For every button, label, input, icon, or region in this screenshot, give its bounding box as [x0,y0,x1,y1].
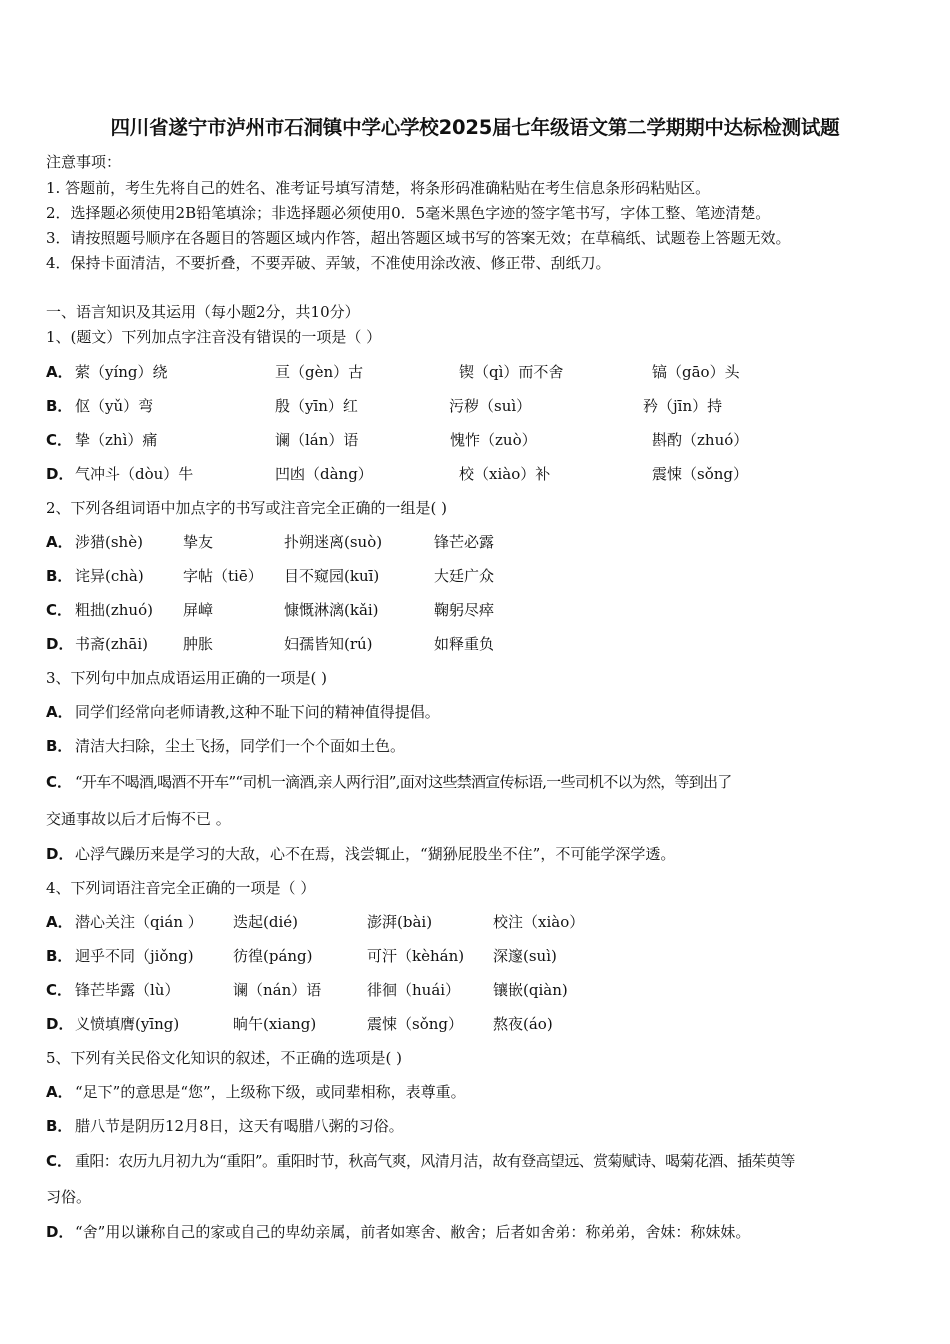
option-label: A． [46,913,73,931]
option-label: D． [46,1015,74,1033]
option-item: 矜（jīn）持 [643,397,723,415]
option-item: 凹凼（dàng） [275,465,373,483]
option-item: 目不窥园(kuī) [284,567,380,585]
q3-option-d [46,843,926,865]
option-item: 字帖（tiē） [183,567,263,585]
q4-option-a [46,911,926,933]
option-text-continued: 习俗。 [46,1188,92,1206]
option-item: 潜心关注（qián ） [75,913,203,931]
option-item: 肿胀 [183,635,214,653]
option-item: 义愤填膺(yīng) [75,1015,180,1033]
question-5-stem: 5、下列有关民俗文化知识的叙述，不正确的选项是( ) [46,1049,403,1067]
option-item: 镶嵌(qiàn) [493,981,568,999]
option-label: A． [46,1083,73,1101]
q1-option-a [46,361,926,383]
option-item: 伛（yǔ）弯 [75,397,154,415]
q3-option-c [46,771,926,793]
option-item: 挚（zhì）痛 [75,431,158,449]
question-3-stem: 3、下列句中加点成语运用正确的一项是( ) [46,669,328,687]
option-label: B． [46,737,73,755]
option-item: 鞠躬尽瘁 [434,601,495,619]
section-heading: 一、语言知识及其运用（每小题2分，共10分） [46,303,360,321]
option-item: 大廷广众 [434,567,495,585]
question-4-stem: 4、下列词语注音完全正确的一项是（ ） [46,879,316,897]
option-label: C． [46,601,73,619]
option-label: C． [46,431,73,449]
q4-option-c [46,979,926,1001]
option-label: A． [46,703,73,721]
option-item: 挚友 [183,533,214,551]
notice-item: 4．保持卡面清洁，不要折叠，不要弄破、弄皱，不准使用涂改液、修正带、刮纸刀。 [46,254,611,272]
option-item: 妇孺皆知(rú) [284,635,373,653]
option-text: “开车不喝酒,喝酒不开车”“司机一滴酒,亲人两行泪”,面对这些禁酒宣传标语,一些司机不以为然，等到出了 [75,773,732,791]
q2-option-d [46,633,926,655]
q2-option-a [46,531,926,553]
option-label: D． [46,465,74,483]
option-item: 粗拙(zhuó) [75,601,153,619]
option-label: C． [46,1152,73,1170]
option-item: 萦（yíng）绕 [75,363,168,381]
q2-option-b [46,565,926,587]
option-text: 心浮气躁历来是学习的大敌，心不在焉，浅尝辄止，“猢狲屁股坐不住”，不可能学深学透。 [75,845,676,863]
q2-option-c [46,599,926,621]
q1-option-b [46,395,926,417]
option-item: 震悚（sǒng） [652,465,748,483]
notice-item: 1. 答题前，考生先将自己的姓名、准考证号填写清楚，将条形码准确粘贴在考生信息条形码粘贴区。 [46,179,711,197]
option-label: C． [46,773,73,791]
option-item: 锲（qì）而不舍 [459,363,564,381]
option-item: 彷徨(páng) [233,947,313,965]
option-item: 校注（xiào） [493,913,585,931]
q3-option-b [46,735,926,757]
question-1-stem: 1、(题文）下列加点字注音没有错误的一项是（ ） [46,328,382,346]
option-label: B． [46,397,73,415]
option-item: 谰（nán）语 [233,981,322,999]
option-item: 锋芒必露 [434,533,495,551]
option-item: 徘徊（huái） [367,981,461,999]
option-item: 深邃(suì) [493,947,557,965]
option-item: 熬夜(áo) [493,1015,553,1033]
q1-option-d [46,463,926,485]
option-text-continued: 交通事故以后才后悔不已 。 [46,810,231,828]
notice-heading: 注意事项： [46,153,122,171]
option-item: 迭起(dié) [233,913,298,931]
option-item: 镐（gāo）头 [652,363,740,381]
option-text: “舍”用以谦称自己的家或自己的卑幼亲属，前者如寒舍、敝舍；后者如舍弟：称弟弟，舍妹：称妹妹。 [75,1223,751,1241]
q5-option-a [46,1081,926,1103]
q4-option-d [46,1013,926,1035]
option-text: “足下”的意思是“您”，上级称下级，或同辈相称，表尊重。 [75,1083,466,1101]
page-title: 四川省遂宁市泸州市石洞镇中学心学校2025届七年级语文第二学期期中达标检测试题 [110,116,840,139]
q5-option-b [46,1115,926,1137]
option-item: 斟酌（zhuó） [652,431,749,449]
option-text: 清洁大扫除，尘土飞扬，同学们一个个面如土色。 [75,737,406,755]
option-item: 扑朔迷离(suò) [284,533,383,551]
option-item: 震悚（sǒng） [367,1015,463,1033]
option-item: 如释重负 [434,635,495,653]
notice-item: 2．选择题必须使用2B铅笔填涂；非选择题必须使用0．5毫米黑色字迹的签字笔书写，字体工整、笔迹清楚。 [46,204,771,222]
option-item: 亘（gèn）古 [275,363,364,381]
notice-item: 3．请按照题号顺序在各题目的答题区域内作答，超出答题区域书写的答案无效；在草稿纸、试题卷上答题无效。 [46,229,791,247]
q4-option-b [46,945,926,967]
option-item: 书斋(zhāi) [75,635,149,653]
q5-option-d [46,1221,926,1243]
option-item: 气冲斗（dòu）牛 [75,465,194,483]
q3-option-a [46,701,926,723]
q5-option-c [46,1150,926,1172]
option-item: 愧怍（zuò） [450,431,537,449]
option-label: A． [46,363,73,381]
option-item: 诧异(chà) [75,567,144,585]
option-item: 锋芒毕露（lù） [75,981,180,999]
option-label: C． [46,981,73,999]
option-label: A． [46,533,73,551]
option-item: 迥乎不同（jiǒng) [75,947,194,965]
q1-option-c [46,429,926,451]
option-item: 慷慨淋漓(kǎi) [284,601,379,619]
question-2-stem: 2、下列各组词语中加点字的书写或注音完全正确的一组是( ) [46,499,448,517]
option-item: 殷（yīn）红 [275,397,358,415]
option-item: 屏嶂 [183,601,214,619]
option-label: D． [46,845,74,863]
option-label: D． [46,1223,74,1241]
option-text: 重阳：农历九月初九为“重阳”。重阳时节，秋高气爽，风清月洁，故有登高望远、赏菊赋诗、喝菊花酒、插茱萸等 [75,1152,795,1170]
option-item: 谰（lán）语 [275,431,359,449]
option-item: 可汗（kèhán) [367,947,465,965]
option-text: 腊八节是阴历12月8日，这天有喝腊八粥的习俗。 [75,1117,404,1135]
option-label: D． [46,635,74,653]
option-label: B． [46,947,73,965]
option-label: B． [46,567,73,585]
option-item: 污秽（suì） [449,397,532,415]
option-item: 校（xiào）补 [459,465,551,483]
option-label: B． [46,1117,73,1135]
option-text: 同学们经常向老师请教,这种不耻下问的精神值得提倡。 [75,703,440,721]
option-item: 澎湃(bài) [367,913,433,931]
option-item: 涉猎(shè) [75,533,143,551]
option-item: 晌午(xiang) [233,1015,317,1033]
